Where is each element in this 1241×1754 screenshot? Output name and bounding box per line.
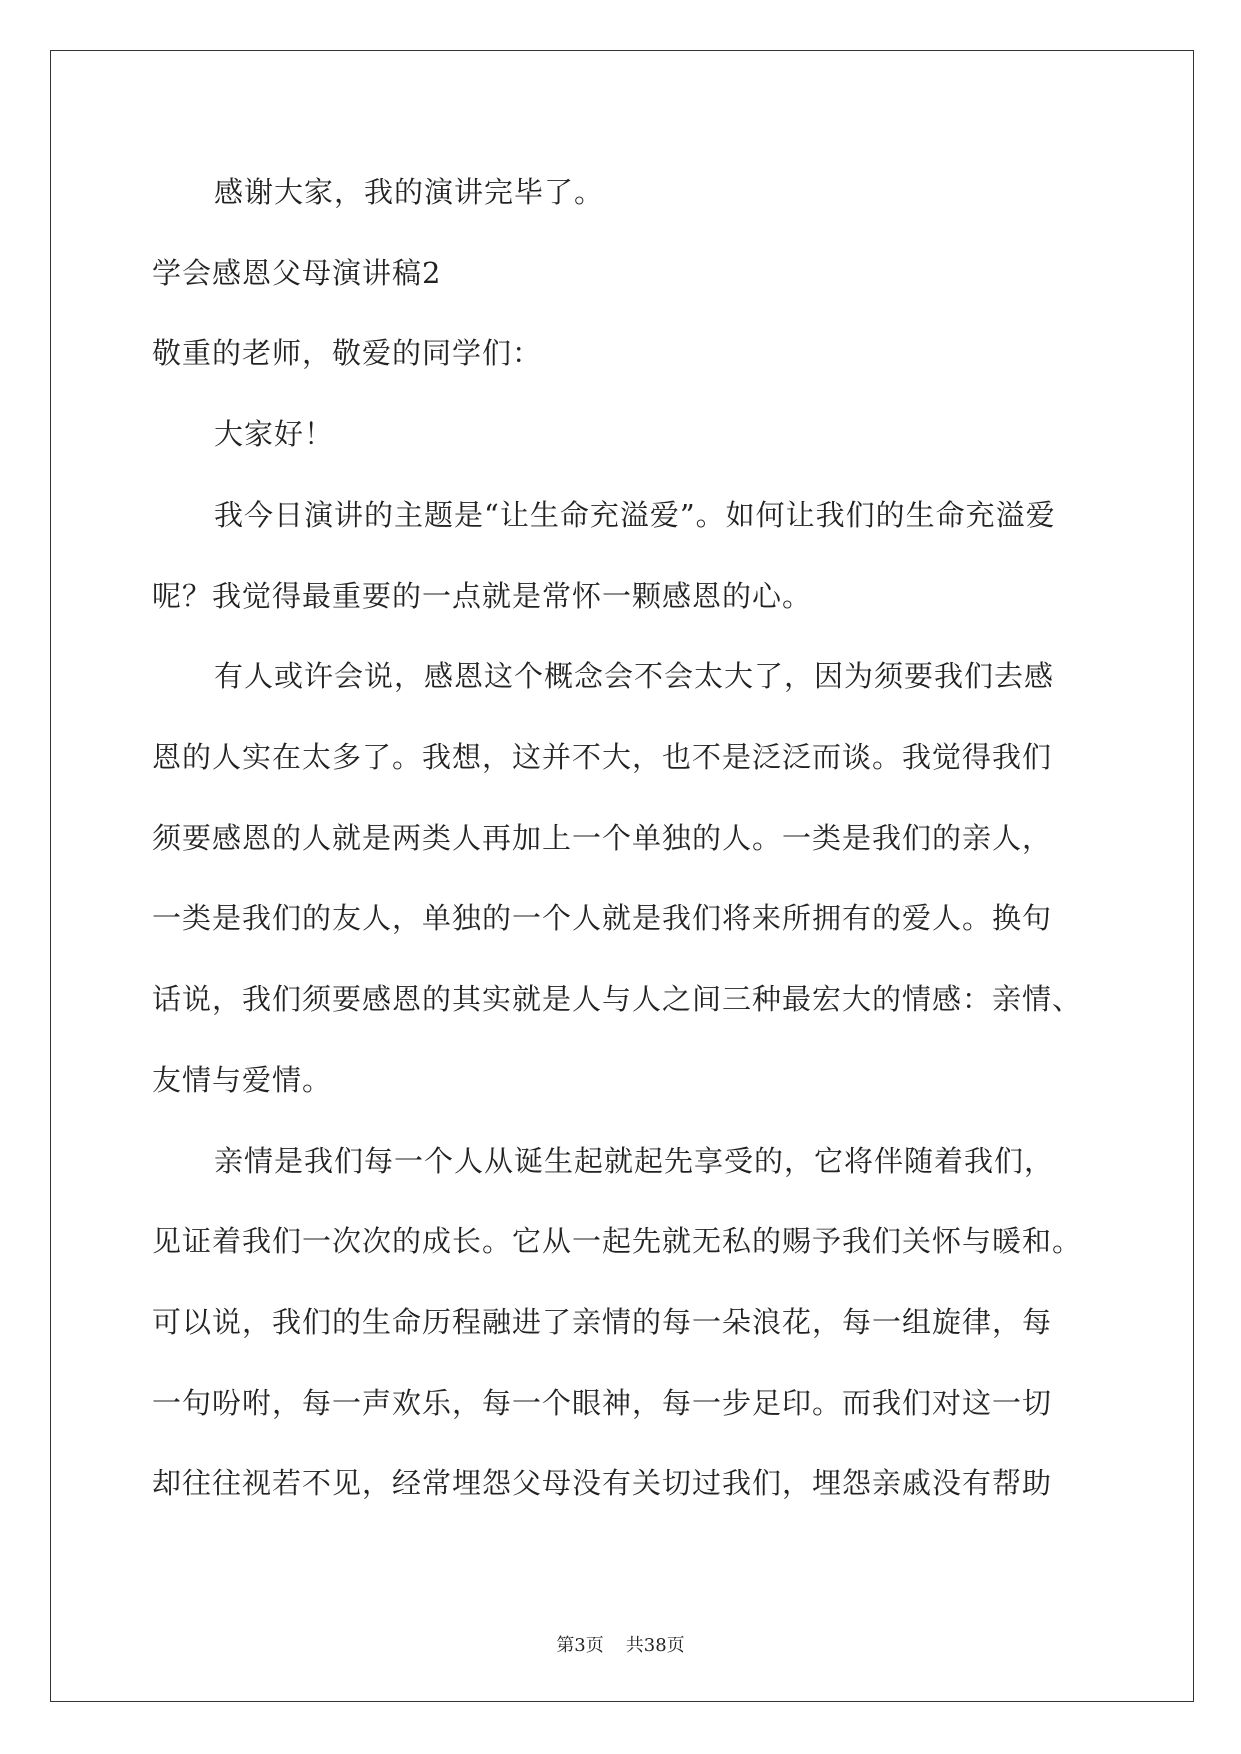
paragraph-line: 一类是我们的友人，单独的一个人就是我们将来所拥有的爱人。换句	[152, 901, 1053, 935]
greeting: 大家好！	[214, 417, 335, 451]
page-number: 第3页	[556, 1635, 604, 1656]
paragraph-line: 友情与爱情。	[152, 1063, 333, 1097]
paragraph-line: 须要感恩的人就是两类人再加上一个单独的人。一类是我们的亲人，	[152, 821, 1053, 855]
paragraph-line: 亲情是我们每一个人从诞生起就起先享受的，它将伴随着我们，	[214, 1144, 1055, 1178]
page-total: 共38页	[625, 1635, 685, 1656]
paragraph-line: 恩的人实在太多了。我想，这并不大，也不是泛泛而谈。我觉得我们	[152, 740, 1053, 774]
salutation: 敬重的老师，敬爱的同学们：	[152, 336, 543, 370]
section-title: 学会感恩父母演讲稿2	[152, 256, 442, 290]
paragraph-line: 我今日演讲的主题是“让生命充溢爱”。如何让我们的生命充溢爱	[214, 498, 1056, 532]
paragraph-line: 见证着我们一次次的成长。它从一起先就无私的赐予我们关怀与暖和。	[152, 1224, 1083, 1258]
paragraph-line: 呢？我觉得最重要的一点就是常怀一颗感恩的心。	[152, 579, 813, 613]
closing-line: 感谢大家，我的演讲完毕了。	[214, 175, 605, 209]
paragraph-line: 话说，我们须要感恩的其实就是人与人之间三种最宏大的情感：亲情、	[152, 982, 1083, 1016]
paragraph-line: 可以说，我们的生命历程融进了亲情的每一朵浪花，每一组旋律，每	[152, 1305, 1053, 1339]
paragraph-line: 却往往视若不见，经常埋怨父母没有关切过我们，埋怨亲戚没有帮助	[152, 1466, 1053, 1500]
page-footer	[0, 1634, 1241, 1658]
page-border	[50, 50, 1194, 1702]
paragraph-line: 有人或许会说，感恩这个概念会不会太大了，因为须要我们去感	[214, 659, 1055, 693]
paragraph-line: 一句吩咐，每一声欢乐，每一个眼神，每一步足印。而我们对这一切	[152, 1386, 1053, 1420]
